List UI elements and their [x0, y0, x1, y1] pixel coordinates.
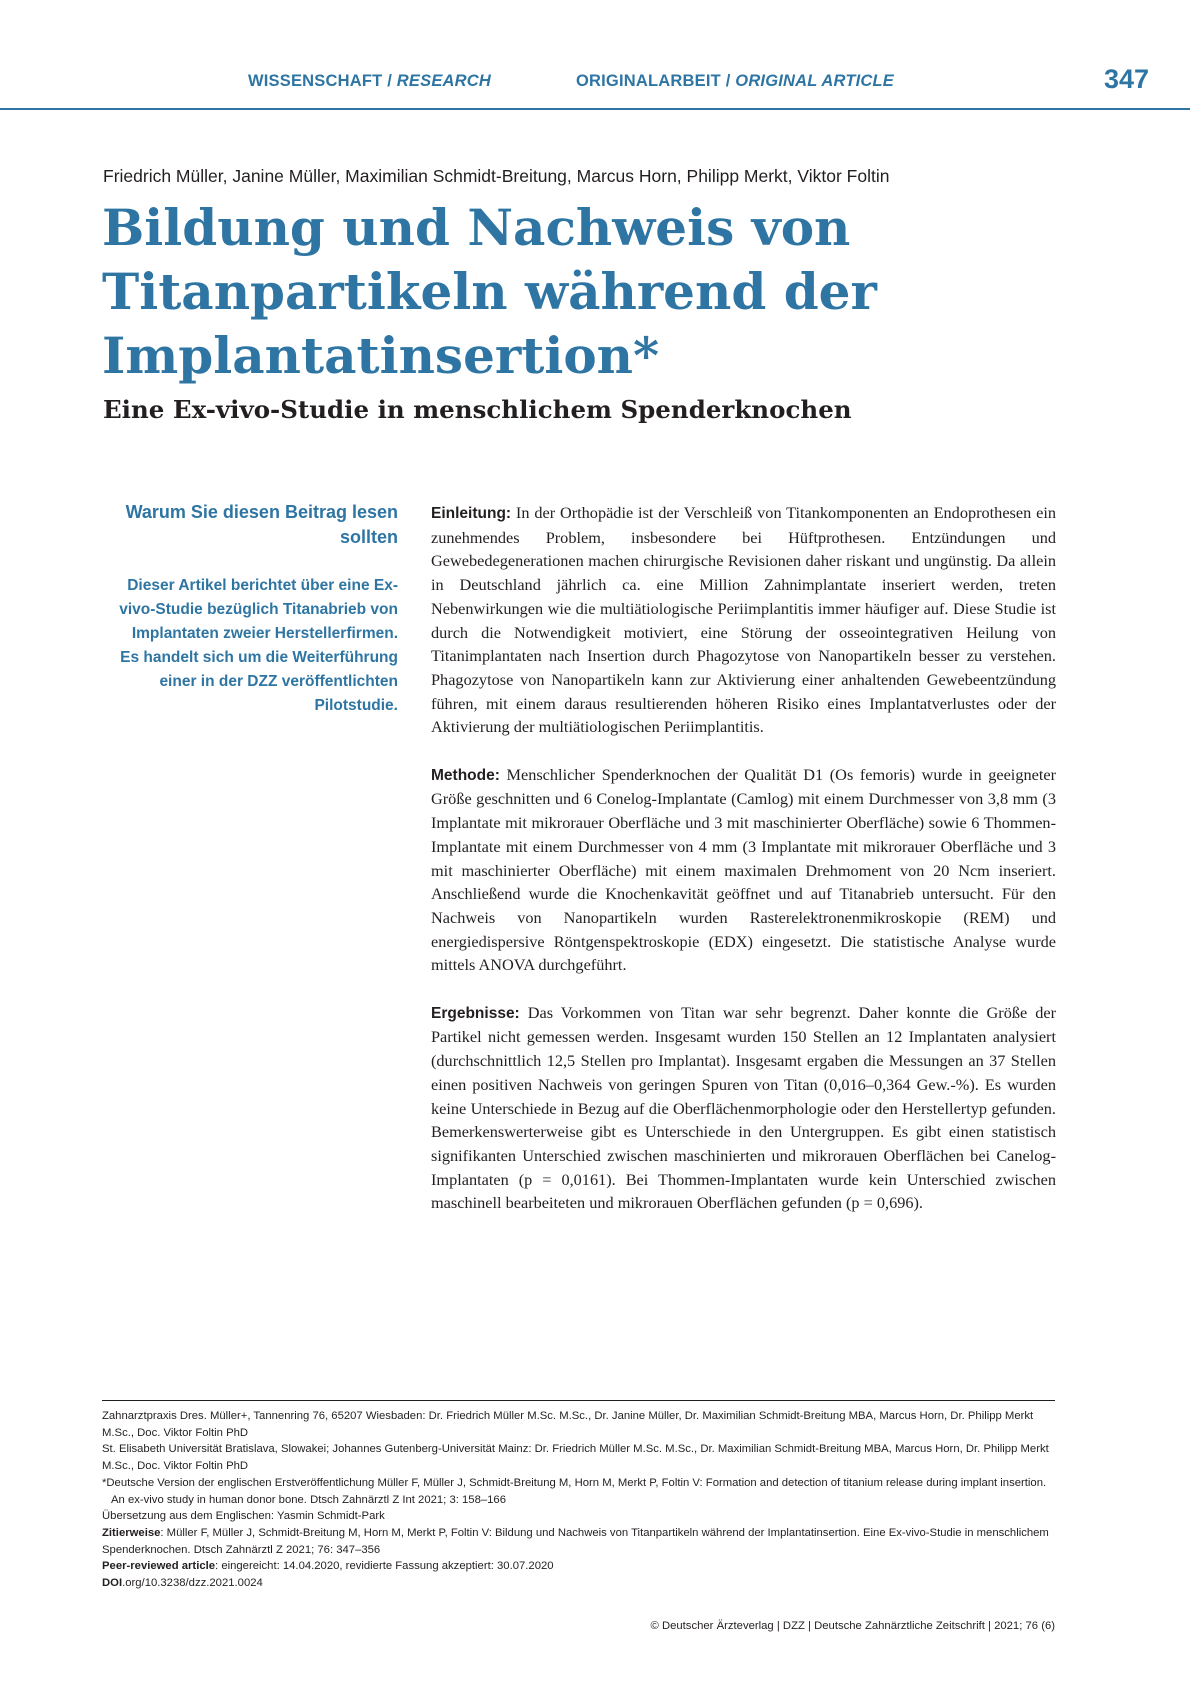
header-divider [0, 108, 1190, 110]
article-subtitle: Eine Ex-vivo-Studie in menschlichem Spenderknochen [103, 395, 852, 424]
method-text: Menschlicher Spenderknochen der Qualität D1 (Os femoris) wurde in geeigneter Größe geschnitten und 6 Conelog-Implantate (Camlog) mit einem Durchmesser von 3,8 mm (3 Implantate mit mikrorauer Oberfläche und 3 mit maschinierter Oberfläche) sowie 6 Thommen-Implantate mit einem Durchmesser von 4 mm (3 Implantate mit mikrorauer Oberfläche und 3 mit maschinierter Oberfläche) mit einem maximalen Drehmoment von 20 Ncm inseriert. Anschließend wurde die Knochenkavität geöffnet und auf Titanabrieb untersucht. Für den Nachweis von Nanopartikeln wurden Rasterelektronenmikroskopie (REM) und energiedispersive Röntgenspektroskopie (EDX) eingesetzt. Die statistische Analyse wurde mittels ANOVA durchgeführt. [431, 764, 1056, 975]
abstract [431, 501, 1056, 1239]
citation-label: Zitierweise [102, 1526, 161, 1539]
section-de: WISSENSCHAFT [248, 72, 383, 90]
page-number: 347 [1103, 64, 1149, 94]
citation [102, 1525, 1057, 1558]
footnote-divider [102, 1400, 1055, 1401]
header-slash: / [387, 72, 392, 90]
section-en: RESEARCH [396, 72, 491, 90]
peer-review-label: Peer-reviewed article [102, 1560, 216, 1573]
type-en: ORIGINAL ARTICLE [735, 72, 895, 90]
peer-review-text: : eingereicht: 14.04.2020, revidierte Fassung akzeptiert: 30.07.2020 [215, 1560, 554, 1573]
doi [102, 1575, 1057, 1592]
introduction-text: In der Orthopädie ist der Verschleiß von Titankomponenten an Endoprothesen ein zunehmendes Problem, insbesondere bei Hüftprothesen. Entzündungen und Gewebedegenerationen machen chirurgische Revisionen daher riskant und ungünstig. Da allein in Deutschland jährlich ca. eine Million Zahnimplantate inseriert werden, treten Nebenwirkungen wie die multiätiologische Periimplantitis immer häufiger auf. Diese Studie ist durch die Notwendigkeit motiviert, eine Störung der osseointegrativen Heilung von Titanimplantaten nach Insertion durch Phagozytose von Nanopartikeln besser zu verstehen. Phagozytose von Nanopartikeln kann zur Aktivierung einer anhaltenden Gewebeentzündung führen, mit einem daraus resultierenden höheren Risiko eines Implantatverlustes oder der Aktivierung der multiätiologischen Periimplantitis. [431, 503, 1056, 737]
affiliation-2: St. Elisabeth Universität Bratislava, Slowakei; Johannes Gutenberg-Universität Mainz: Dr. Friedrich Müller M.Sc. M.Sc., Dr. Maximilian Schmidt-Breitung MBA, Marcus Horn, Dr. Philipp Merkt M.Sc., Doc. Viktor Foltin PhD [102, 1443, 1049, 1473]
doi-link[interactable]: .org/10.3238/dzz.2021.0024 [122, 1577, 263, 1590]
method-label: Methode: [431, 766, 500, 784]
introduction-label: Einleitung: [431, 505, 512, 522]
abstract-method [431, 763, 1056, 977]
running-header-section [248, 72, 491, 91]
sidebar-heading: Warum Sie diesen Beitrag lesen sollten [125, 502, 398, 547]
header-slash-2: / [725, 72, 731, 90]
doi-label: DOI [102, 1577, 123, 1590]
sidebar-text: Dieser Artikel berichtet über eine Ex-vivo-Studie bezüglich Titanabrieb von Implantaten zweier Herstellerfirmen. Es handelt sich um die Weiterführung einer in der DZZ veröffentlichten Pilotstudie. [119, 577, 398, 714]
abstract-introduction [431, 501, 1056, 739]
translation-footnote: *Deutsche Version der englischen Erstveröffentlichung Müller F, Müller J, Schmidt-Breitung M, Horn M, Merkt P, Foltin V: Formation and detection of titanium release during implant insertion. An ex-vivo study in human donor bone. Dtsch Zahnärztl Z Int 2021; 3: 158–166 [102, 1476, 1047, 1506]
results-label: Ergebnisse: [431, 1004, 520, 1022]
affiliation-1: Zahnarztpraxis Dres. Müller+, Tannenring 76, 65207 Wiesbaden: Dr. Friedrich Müller M.Sc. M.Sc., Dr. Janine Müller, Dr. Maximilian Schmidt-Breitung MBA, Marcus Horn, Dr. Philipp Merkt M.Sc., Doc. Viktor Foltin PhD [102, 1410, 1034, 1439]
translation-credit: Übersetzung aus dem Englischen: Yasmin Schmidt-Park [102, 1510, 385, 1523]
citation-text: : Müller F, Müller J, Schmidt-Breitung M, Horn M, Merkt P, Foltin V: Bildung und Nachweis von Titanpartikeln während der Implantatinsertion. Eine Ex-vivo-Studie in menschlichem Spenderknochen. Dtsch Zahnärztl Z 2021; 76: 347–356 [102, 1526, 1049, 1556]
copyright-footer: © Deutscher Ärzteverlag | DZZ | Deutsche Zahnärztliche Zeitschrift | 2021; 76 (6) [650, 1620, 1055, 1632]
footnotes [102, 1408, 1057, 1592]
peer-review [102, 1558, 1057, 1575]
running-header-type [576, 72, 894, 91]
article-title: Bildung und Nachweis von Titanpartikeln während der Implantatinsertion* [102, 198, 877, 385]
abstract-results [431, 1001, 1056, 1215]
type-de: ORIGINALARBEIT [576, 72, 721, 90]
author-list: Friedrich Müller, Janine Müller, Maximilian Schmidt-Breitung, Marcus Horn, Philipp Merkt, Viktor Foltin [103, 166, 890, 186]
results-text: Das Vorkommen von Titan war sehr begrenzt. Daher konnte die Größe der Partikel nicht gemessen werden. Insgesamt wurden 150 Stellen an 12 Implantaten analysiert (durchschnittlich 12,5 Stellen pro Implantat). Insgesamt ergaben die Messungen an 37 Stellen einen positiven Nachweis von geringen Spuren von Titan (0,016–0,364 Gew.-%). Es wurden keine Unterschiede in Bezug auf die Oberflächenmorphologie oder den Herstellertyp gefunden. Bemerkenswerterweise gibt es Unterschiede in den Untergruppen. Es gibt einen statistisch signifikanten Unterschied zwischen maschinierten und mikrorauen Oberflächen bei Canelog-Implantaten (p = 0,0161). Bei Thommen-Implantaten wurde kein Unterschied zwischen maschinell bearbeiteten und mikrorauen Oberflächen gefunden (p = 0,696). [431, 1002, 1057, 1213]
